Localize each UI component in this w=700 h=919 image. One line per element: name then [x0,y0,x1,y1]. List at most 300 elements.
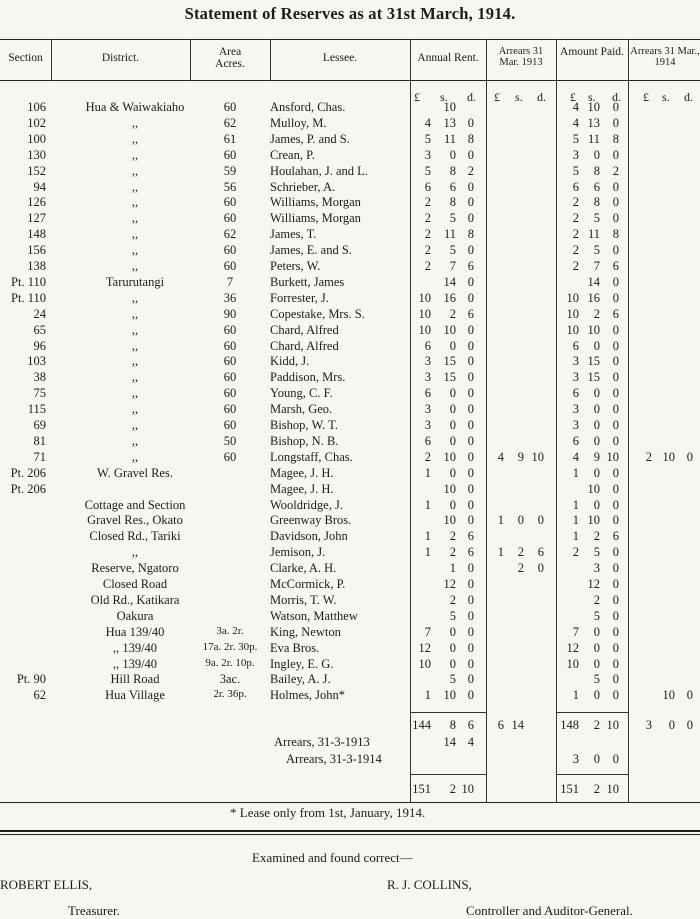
section-cell: Pt. 206 [10,465,46,480]
amount-paid-pence: 0 [612,608,619,623]
annual-rent-shillings: 2 [449,306,456,321]
amount-paid-pence: 0 [612,672,619,687]
annual-rent-shillings: 10 [443,100,456,114]
area-cell: 60 [223,386,237,401]
currency-pence: d. [537,90,546,104]
district-cell: ,, [131,243,139,258]
annual-rent-shillings: 14 [443,274,456,289]
total-arrears-1913-pounds: 6 [497,718,504,732]
amount-paid-pence: 0 [612,640,619,655]
lessee-cell: Crean, P. [270,147,315,162]
district-cell: ,, [131,211,139,226]
annual-rent-pounds: 10 [418,306,431,321]
area-cell: 50 [223,433,237,448]
district-cell: ,, [131,195,139,210]
annual-rent-pence: 0 [467,274,474,289]
annual-rent-pounds: 6 [424,179,431,194]
header-section: Section [8,52,43,64]
district-cell: ,, [131,131,139,146]
arrears-1913-rent-shillings: 14 [443,735,456,749]
amount-paid-shillings: 3 [593,561,600,576]
area-cell: 36 [223,290,237,305]
lessee-cell: Davidson, John [270,529,348,544]
amount-paid-pounds: 6 [572,433,579,448]
annual-rent-pence: 6 [467,545,474,560]
area-cell: 60 [223,100,237,114]
lessee-cell: Williams, Morgan [270,211,361,226]
currency-pounds: £ [494,90,500,104]
annual-rent-shillings: 10 [443,449,456,464]
annual-rent-pence: 0 [467,672,474,687]
district-cell: ,, [131,259,139,273]
amount-paid-pounds: 12 [566,640,579,655]
lessee-cell: McCormick, P. [270,577,346,591]
annual-rent-pounds: 2 [424,449,431,464]
arrears-label: Arrears, 31-3-1913 [274,735,370,749]
section-cell: 106 [27,100,46,114]
header-lessee: Lessee. [322,52,358,64]
amount-paid-pence: 0 [612,402,619,417]
district-cell: Reserve, Ngatoro [91,561,179,576]
annual-rent-shillings: 0 [449,433,456,448]
district-cell: Hua & Waiwakiaho [85,100,185,114]
district-cell: ,, [131,418,139,432]
annual-rent-pounds: 5 [424,163,431,178]
annual-rent-shillings: 10 [443,322,456,337]
annual-rent-pence: 8 [467,131,474,146]
annual-rent-shillings: 5 [449,211,456,226]
district-cell: ,, [131,433,139,448]
lessee-cell: Bishop, N. B. [270,433,339,448]
amount-paid-shillings: 15 [587,370,600,385]
lessee-cell: Morris, T. W. [270,592,337,607]
total-paid-pounds: 148 [560,718,579,732]
annual-rent-pounds: 12 [418,640,431,655]
amount-paid-pounds: 5 [572,163,579,178]
section-cell: 130 [27,147,46,162]
arrears-row [0,750,700,768]
annual-rent-shillings: 15 [443,370,456,385]
currency-shillings: s. [662,90,670,104]
annual-rent-pounds: 1 [424,688,431,703]
currency-pence: d. [467,90,476,104]
district-cell: ,, [131,354,139,369]
annual-rent-pounds: 6 [424,433,431,448]
amount-paid-pounds: 5 [572,131,579,146]
annual-rent-pence: 0 [467,624,474,639]
annual-rent-pence: 0 [467,290,474,305]
amount-paid-pounds: 4 [572,115,579,130]
lessee-cell: Magee, J. H. [270,481,334,496]
header-amount-paid: Amount Paid. [560,46,624,58]
amount-paid-shillings: 0 [593,640,600,655]
annual-rent-pence: 0 [467,688,474,703]
annual-rent-pounds: 1 [424,497,431,512]
annual-rent-shillings: 8 [449,163,456,178]
signatory-role: Treasurer. [68,903,120,918]
district-cell: ,, [131,402,139,417]
amount-paid-shillings: 0 [593,656,600,671]
annual-rent-pence: 6 [467,529,474,544]
grand-total-rent-shillings: 2 [449,782,456,796]
lessee-cell: Kidd, J. [270,354,310,369]
amount-paid-pounds: 10 [566,290,579,305]
amount-paid-pounds: 2 [572,211,579,226]
lessee-cell: Wooldridge, J. [270,497,343,512]
amount-paid-pence: 8 [612,131,619,146]
area-cell: 3ac. [219,672,241,687]
arrears-1914-shillings: 10 [662,449,675,464]
section-cell: 100 [27,131,46,146]
arrears-1913-shillings: 0 [517,513,524,528]
header-bottom-rule [0,80,700,81]
district-cell: W. Gravel Res. [97,465,173,480]
header-arrears-1913: Arrears 31 Mar. 1913 [498,46,544,68]
currency-pounds: £ [643,90,649,104]
amount-paid-pence: 0 [612,322,619,337]
annual-rent-shillings: 0 [449,656,456,671]
annual-rent-pounds: 2 [424,195,431,210]
amount-paid-shillings: 2 [593,529,600,544]
area-cell: 60 [223,338,237,353]
signatory-name: ROBERT ELLIS, [0,877,93,892]
amount-paid-pence: 0 [612,433,619,448]
total-rent-shillings: 8 [449,718,456,732]
amount-paid-shillings: 5 [593,211,600,226]
annual-rent-pounds: 3 [424,418,431,432]
amount-paid-pence: 0 [612,481,619,496]
total-rule [556,712,628,713]
annual-rent-pounds: 2 [424,243,431,258]
total-arrears-1914-pence: 0 [686,718,693,732]
annual-rent-pence: 0 [467,497,474,512]
amount-paid-pounds: 6 [572,386,579,401]
district-cell: ,, 139/40 [112,656,158,671]
amount-paid-shillings: 0 [593,624,600,639]
district-cell: Tarurutangi [105,274,165,289]
amount-paid-pence: 0 [612,688,619,703]
amount-paid-pence: 6 [612,259,619,273]
amount-paid-pence: 0 [612,497,619,512]
lessee-cell: James, E. and S. [270,243,352,258]
amount-paid-shillings: 2 [593,306,600,321]
amount-paid-pence: 0 [612,386,619,401]
district-cell: ,, [131,163,139,178]
annual-rent-pence: 0 [467,179,474,194]
district-cell: ,, [131,322,139,337]
district-cell: ,, [131,338,139,353]
lessee-cell: Clarke, A. H. [270,561,337,576]
arrears-1913-pounds: 1 [497,545,504,560]
arrears-1914-pounds: 2 [645,449,652,464]
arrears-1913-pence: 0 [537,513,544,528]
annual-rent-pence: 0 [467,147,474,162]
annual-rent-pounds: 1 [424,529,431,544]
annual-rent-shillings: 0 [449,640,456,655]
total-paid-pence: 10 [606,718,619,732]
annual-rent-pounds: 2 [424,211,431,226]
annual-rent-pence: 0 [467,608,474,623]
area-cell: 60 [223,147,237,162]
district-cell: Hua Village [105,688,165,703]
annual-rent-shillings: 2 [449,592,456,607]
district-cell: Hua 139/40 [105,624,165,639]
section-cell: 152 [27,163,46,178]
total-rent-pence: 6 [467,718,474,732]
amount-paid-pounds: 1 [572,465,579,480]
section-cell: 127 [27,211,46,226]
arrears-1913-rent-pence: 4 [467,735,474,749]
grand-total-paid-pence: 10 [606,782,619,796]
annual-rent-pounds: 10 [418,656,431,671]
amount-paid-pence: 0 [612,147,619,162]
annual-rent-pounds: 6 [424,386,431,401]
amount-paid-shillings: 5 [593,672,600,687]
arrears-1913-shillings: 2 [517,545,524,560]
district-cell: Closed Road [102,577,168,591]
total-arrears-1913-shillings: 14 [511,718,524,732]
annual-rent-shillings: 0 [449,147,456,162]
amount-paid-pounds: 4 [572,100,579,114]
annual-rent-pounds: 7 [424,624,431,639]
annual-rent-shillings: 6 [449,179,456,194]
amount-paid-shillings: 0 [593,418,600,432]
amount-paid-shillings: 16 [587,290,600,305]
district-cell: ,, [131,115,139,130]
annual-rent-pounds: 3 [424,147,431,162]
arrears-1914-paid-shillings: 0 [593,752,600,766]
amount-paid-pence: 0 [612,577,619,591]
annual-rent-pence: 0 [467,243,474,258]
arrears-1913-pounds: 1 [497,513,504,528]
annual-rent-pence: 0 [467,338,474,353]
annual-rent-pence: 0 [467,465,474,480]
area-cell: 60 [223,418,237,432]
annual-rent-pence: 0 [467,115,474,130]
arrears-1913-pence: 6 [537,545,544,560]
area-cell: 60 [223,259,237,273]
district-cell: Hill Road [110,672,160,687]
area-cell: 7 [226,274,234,289]
area-cell: 3a. 2r. [216,624,244,637]
currency-pounds: £ [570,90,576,104]
statement-title: Statement of Reserves as at 31st March, 1914. [184,4,516,23]
header-annual-rent: Annual Rent. [417,52,479,64]
signatory-role: Controller and Auditor-General. [466,903,633,918]
amount-paid-pence: 0 [612,290,619,305]
annual-rent-shillings: 5 [449,608,456,623]
lessee-cell: Ansford, Chas. [270,100,346,114]
area-cell: 62 [223,227,237,242]
amount-paid-pence: 6 [612,306,619,321]
section-cell: Pt. 206 [10,481,46,496]
lessee-cell: King, Newton [270,624,341,639]
amount-paid-pounds: 3 [572,147,579,162]
amount-paid-pence: 0 [612,115,619,130]
amount-paid-shillings: 10 [587,322,600,337]
amount-paid-shillings: 7 [593,259,600,273]
grand-total-rent-pence: 10 [461,782,474,796]
amount-paid-pence: 0 [612,274,619,289]
annual-rent-shillings: 5 [449,243,456,258]
grand-total-rule [410,774,486,775]
annual-rent-shillings: 11 [443,131,456,146]
section-cell: 138 [27,259,46,273]
annual-rent-shillings: 0 [449,465,456,480]
area-cell: 60 [223,211,237,226]
lessee-cell: Young, C. F. [270,386,333,401]
section-cell: 75 [33,386,46,401]
amount-paid-pence: 0 [612,195,619,210]
annual-rent-pence: 0 [467,211,474,226]
amount-paid-pence: 0 [612,513,619,528]
area-cell: 2r. 36p. [213,688,247,701]
district-cell: ,, 139/40 [112,640,158,655]
header-arrears-1914: Arrears 31 Mar., 1914 [630,46,700,68]
footer-rule [0,834,700,835]
amount-paid-shillings: 2 [593,592,600,607]
currency-shillings: s. [588,90,596,104]
amount-paid-shillings: 10 [587,100,600,114]
amount-paid-pounds: 2 [572,545,579,560]
amount-paid-pounds: 10 [566,322,579,337]
amount-paid-shillings: 9 [593,449,600,464]
amount-paid-shillings: 5 [593,608,600,623]
annual-rent-pence: 0 [467,386,474,401]
lessee-cell: Bailey, A. J. [270,672,331,687]
annual-rent-shillings: 11 [443,227,456,242]
arrears-1913-pounds: 4 [497,449,504,464]
annual-rent-shillings: 2 [449,529,456,544]
area-cell: 60 [223,322,237,337]
amount-paid-pounds: 1 [572,513,579,528]
annual-rent-shillings: 5 [449,672,456,687]
annual-rent-pounds: 1 [424,465,431,480]
grand-total-rent-pounds: 151 [412,782,431,796]
amount-paid-shillings: 8 [593,195,600,210]
total-paid-shillings: 2 [593,718,600,732]
annual-rent-pence: 0 [467,481,474,496]
amount-paid-pounds: 6 [572,338,579,353]
amount-paid-pence: 0 [612,179,619,194]
amount-paid-pounds: 6 [572,179,579,194]
annual-rent-shillings: 0 [449,338,456,353]
lessee-cell: Bishop, W. T. [270,418,338,432]
grand-total-rule [556,774,628,775]
amount-paid-pence: 8 [612,227,619,242]
arrears-label: Arrears, 31-3-1914 [286,752,382,766]
amount-paid-pence: 0 [612,624,619,639]
annual-rent-pence: 0 [467,656,474,671]
amount-paid-pounds: 3 [572,402,579,417]
area-cell: 9a. 2r. 10p. [205,656,255,669]
table-top-rule [0,39,700,40]
area-cell: 61 [223,131,237,146]
annual-rent-shillings: 0 [449,497,456,512]
annual-rent-pence: 0 [467,322,474,337]
amount-paid-shillings: 10 [587,513,600,528]
section-cell: 71 [33,449,46,464]
amount-paid-shillings: 6 [593,179,600,194]
arrears-1914-shillings: 10 [662,688,675,703]
area-cell: 60 [223,449,237,464]
amount-paid-pence: 0 [612,243,619,258]
area-cell: 17a. 2r. 30p. [202,640,258,653]
section-cell: 94 [33,179,46,194]
lessee-cell: Eva Bros. [270,640,320,655]
lessee-cell: Peters, W. [270,259,321,273]
lessee-cell: Marsh, Geo. [270,402,333,417]
section-cell: 81 [33,433,46,448]
lessee-cell: Magee, J. H. [270,465,334,480]
amount-paid-shillings: 14 [587,274,600,289]
amount-paid-pence: 0 [612,561,619,576]
amount-paid-pence: 10 [606,449,619,464]
annual-rent-pence: 0 [467,592,474,607]
amount-paid-shillings: 13 [587,115,600,130]
amount-paid-pounds: 2 [572,259,579,273]
area-cell: 62 [223,115,237,130]
amount-paid-shillings: 0 [593,465,600,480]
lessee-cell: Chard, Alfred [270,322,339,337]
district-cell: ,, [131,306,139,321]
amount-paid-shillings: 0 [593,338,600,353]
annual-rent-pence: 0 [467,577,474,591]
amount-paid-pounds: 2 [572,195,579,210]
grand-total-paid-shillings: 2 [593,782,600,796]
table-row [0,686,700,704]
annual-rent-shillings: 0 [449,418,456,432]
amount-paid-pence: 6 [612,529,619,544]
lessee-cell: Jemison, J. [270,545,326,560]
amount-paid-shillings: 0 [593,402,600,417]
annual-rent-pounds: 5 [424,131,431,146]
annual-rent-pounds: 3 [424,354,431,369]
annual-rent-shillings: 10 [443,481,456,496]
section-cell: 126 [27,195,46,210]
lessee-cell: James, P. and S. [270,131,350,146]
lessee-cell: Copestake, Mrs. S. [270,306,365,321]
annual-rent-pence: 0 [467,433,474,448]
district-cell: Oakura [116,608,154,623]
section-cell: 24 [33,306,46,321]
section-cell: 96 [33,338,46,353]
area-cell: 60 [223,354,237,369]
arrears-1913-pence: 0 [537,561,544,576]
annual-rent-shillings: 16 [443,290,456,305]
amount-paid-shillings: 10 [587,481,600,496]
area-cell: 60 [223,195,237,210]
header-area: Area Acres. [215,46,245,70]
section-cell: 156 [27,243,46,258]
district-cell: ,, [131,147,139,162]
annual-rent-pounds: 4 [424,115,431,130]
amount-paid-shillings: 11 [587,131,600,146]
district-cell: Gravel Res., Okato [87,513,183,528]
annual-rent-shillings: 0 [449,402,456,417]
annual-rent-shillings: 1 [449,561,456,576]
amount-paid-shillings: 15 [587,354,600,369]
annual-rent-pounds: 3 [424,402,431,417]
lessee-cell: Longstaff, Chas. [270,449,353,464]
section-cell: 38 [33,370,46,385]
arrears-1913-shillings: 2 [517,561,524,576]
currency-shillings: s. [515,90,523,104]
section-cell: 148 [27,227,46,242]
amount-paid-pounds: 1 [572,529,579,544]
currency-pence: d. [612,90,621,104]
annual-rent-shillings: 15 [443,354,456,369]
